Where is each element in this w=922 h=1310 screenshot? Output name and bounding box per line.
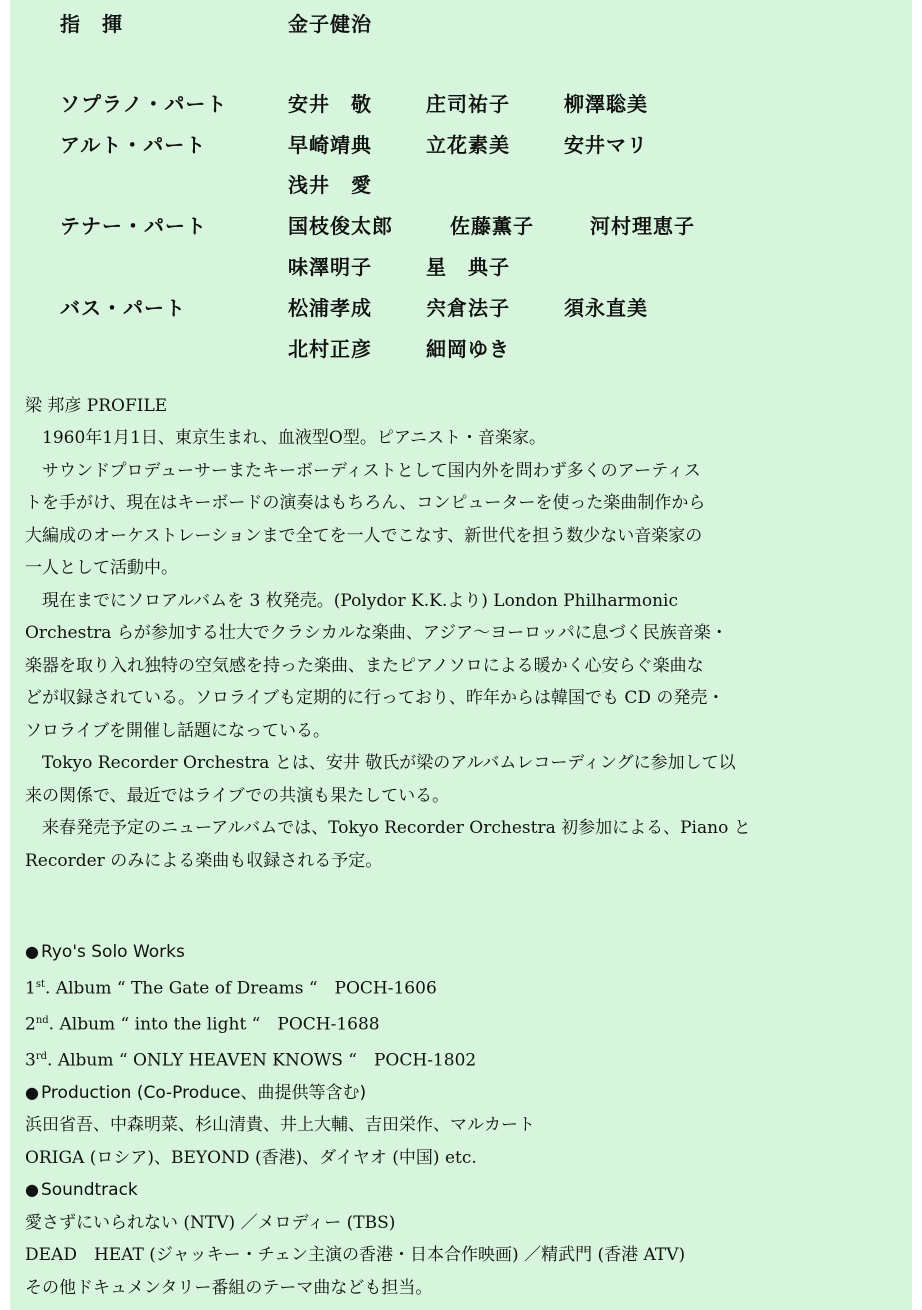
- album-ordinal: st: [35, 978, 45, 990]
- profile-line: 来春発売予定のニューアルバムでは、Tokyo Recorder Orchestra 初参加による、Piano と: [25, 818, 751, 838]
- soundtrack-heading-text: Soundtrack: [40, 1180, 138, 1201]
- profile-line: どが収録されている。ソロライブも定期的に行っており、昨年からは韓国でも CD の発売・: [25, 688, 725, 708]
- conductor-name: 金子健治: [288, 12, 372, 36]
- album-item: [25, 969, 685, 1005]
- profile-line: Orchestra らが参加する壮大でクラシカルな楽曲、アジア～ヨーロッパに息づく民族音楽・: [25, 623, 728, 643]
- production-heading: [25, 1077, 685, 1110]
- profile-line: トを手がけ、現在はキーボードの演奏はもちろん、コンピューターを使った楽曲制作から: [25, 493, 706, 513]
- bullet-icon: ●: [25, 1082, 39, 1102]
- soundtrack-line: その他ドキュメンタリー番組のテーマ曲なども担当。: [25, 1277, 433, 1298]
- album-ordinal: rd: [35, 1050, 48, 1062]
- member-name: 松浦孝成: [288, 296, 372, 320]
- profile-line: Recorder のみによる楽曲も収録される予定。: [25, 850, 383, 871]
- profile-body: [25, 422, 751, 877]
- profile-line: 1960年1月1日、東京生まれ、血液型O型。ピアニスト・音楽家。: [25, 428, 547, 448]
- bullet-icon: ●: [25, 1180, 39, 1200]
- soundtrack-line: DEAD HEAT (ジャッキー・チェン主演の香港・日本合作映画) ／精武門 (香港 ATV): [25, 1245, 686, 1266]
- profile-line: 来の関係で、最近ではライブでの共演も果たしている。: [25, 785, 450, 806]
- album-title: . Album “ into the light “ POCH-1688: [48, 1014, 380, 1035]
- profile-line: Tokyo Recorder Orchestra とは、安井 敬氏が梁のアルバムレコーディングに参加して以: [25, 753, 736, 773]
- part-label-tenor: テナー・パート: [60, 214, 207, 238]
- production-heading-text: Production (Co-Produce、曲提供等含む): [40, 1082, 367, 1103]
- album-title: . Album “ ONLY HEAVEN KNOWS “ POCH-1802: [47, 1050, 477, 1071]
- member-name: 浅井 愛: [288, 173, 372, 197]
- works-section: [25, 936, 685, 1304]
- member-name: 細岡ゆき: [426, 337, 510, 361]
- album-ordinal: nd: [35, 1014, 49, 1026]
- profile-line: 現在までにソロアルバムを 3 枚発売。(Polydor K.K.より) London Philharmonic: [25, 590, 678, 611]
- profile-line: 楽器を取り入れ独特の空気感を持った楽曲、またピアノソロによる暖かく心安らぐ楽曲な: [25, 655, 704, 676]
- solo-works-heading-text: Ryo's Solo Works: [40, 942, 185, 962]
- member-name: 佐藤薫子: [450, 214, 534, 238]
- conductor-label: 指 揮: [60, 12, 123, 36]
- album-number: 3: [25, 1050, 36, 1071]
- member-name: 北村正彦: [288, 337, 372, 361]
- profile-line: 一人として活動中。: [25, 558, 178, 578]
- part-label-soprano: ソプラノ・パート: [60, 92, 228, 116]
- member-name: 立花素美: [426, 133, 510, 157]
- album-item: [25, 1005, 685, 1041]
- part-label-bass: バス・パート: [60, 296, 186, 320]
- album-title: . Album “ The Gate of Dreams “ POCH-1606: [44, 978, 437, 999]
- solo-works-heading: [25, 936, 685, 969]
- soundtrack-heading: [25, 1174, 685, 1207]
- member-name: 須永直美: [564, 296, 648, 320]
- member-name: 早崎靖典: [288, 133, 372, 157]
- part-label-alto: アルト・パート: [60, 133, 207, 157]
- member-name: 河村理恵子: [590, 214, 695, 238]
- album-number: 1: [25, 978, 36, 999]
- member-name: 柳澤聡美: [564, 92, 648, 116]
- album-item: [25, 1041, 685, 1077]
- bullet-icon: ●: [25, 942, 39, 961]
- member-name: 安井 敬: [288, 92, 372, 116]
- album-number: 2: [25, 1014, 36, 1035]
- member-name: 星 典子: [426, 255, 510, 279]
- document-page: [10, 0, 912, 1310]
- production-line: ORIGA (ロシア)、BEYOND (香港)、ダイヤオ (中国) etc.: [25, 1147, 477, 1168]
- profile-heading: 梁 邦彦 PROFILE: [25, 396, 168, 416]
- profile-line: ソロライブを開催し話題になっている。: [25, 720, 330, 741]
- member-name: 国枝俊太郎: [288, 214, 393, 238]
- member-name: 安井マリ: [564, 133, 648, 157]
- member-name: 庄司祐子: [426, 92, 510, 116]
- member-name: 味澤明子: [288, 255, 372, 279]
- member-name: 宍倉法子: [426, 296, 510, 320]
- profile-line: 大編成のオーケストレーションまで全てを一人でこなす、新世代を担う数少ない音楽家の: [25, 525, 703, 546]
- soundtrack-line: 愛さずにいられない (NTV) ／メロディー (TBS): [25, 1212, 396, 1233]
- production-line: 浜田省吾、中森明菜、杉山清貴、井上大輔、吉田栄作、マルカート: [25, 1115, 535, 1136]
- profile-line: サウンドプロデューサーまたキーボーディストとして国内外を問わず多くのアーティス: [25, 460, 701, 481]
